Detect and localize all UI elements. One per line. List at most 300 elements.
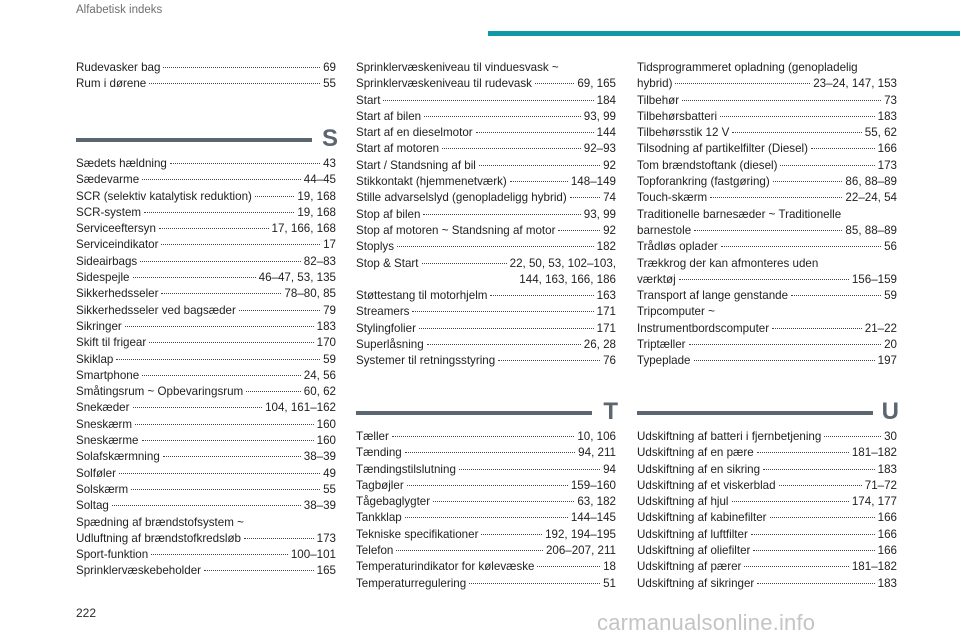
index-entry	[76, 563, 336, 579]
index-entry-pages: 92–93	[583, 142, 616, 156]
index-entry-pages: 18	[603, 560, 616, 574]
index-entry	[76, 335, 336, 351]
dot-leader	[427, 344, 581, 345]
dot-leader	[396, 550, 543, 551]
index-entry-term: Sprinklervæskebeholder	[76, 564, 202, 578]
dot-leader	[255, 196, 294, 197]
section-letter: U	[881, 398, 899, 425]
dot-leader	[142, 179, 301, 180]
index-entry-term: Stop af bilen	[356, 207, 421, 221]
index-entry-term: Tilsodning af partikelfilter (Diesel)	[637, 142, 808, 156]
dot-leader	[751, 534, 875, 535]
index-entry-term: Udskiftning af hjul	[637, 495, 729, 509]
index-entry	[637, 239, 897, 255]
index-entry	[76, 254, 336, 270]
index-entry-term: Tankklap	[356, 511, 402, 525]
index-entry-term: Sædets hældning	[76, 157, 167, 170]
index-entry	[637, 510, 897, 526]
index-entry-term: Stop af motoren ~ Standsning af motor	[356, 223, 556, 237]
dot-leader	[780, 165, 874, 166]
index-entry-term: Udskiftning af en sikring	[637, 462, 761, 476]
index-entry-pages: 92	[603, 158, 616, 172]
dot-leader	[423, 214, 580, 215]
index-entry-pages: 38–39	[303, 450, 336, 464]
index-entry	[356, 321, 616, 337]
index-entry-term: Stylingfolier	[356, 321, 416, 335]
index-entry	[637, 223, 897, 239]
index-entry	[637, 576, 897, 592]
index-entry-term: Solføler	[76, 466, 116, 480]
index-entry	[356, 337, 616, 353]
index-entry	[76, 482, 336, 498]
section-letter: S	[321, 125, 338, 152]
index-entry-term: Temperaturindikator for kølevæske	[356, 560, 535, 574]
index-entry-heading: Trækkrog der kan afmonteres uden	[637, 256, 819, 270]
index-entry-term: Transport af lange genstande	[637, 289, 789, 303]
dot-leader	[498, 360, 600, 361]
dot-leader	[204, 570, 314, 571]
index-entry-term: Tilbehørsstik 12 V	[637, 126, 730, 140]
index-entry	[356, 93, 616, 109]
index-entry-pages: 71–72	[864, 478, 897, 492]
index-entry-pages: 59	[323, 352, 336, 366]
index-entry	[356, 494, 616, 510]
index-entry	[637, 543, 897, 559]
index-entry-term: Tom brændstoftank (diesel)	[637, 158, 778, 172]
section-rule	[356, 411, 592, 415]
index-entry-pages: 93, 99	[583, 109, 616, 123]
index-entry	[637, 125, 897, 141]
index-entry-term: Tæller	[356, 430, 389, 443]
dot-leader	[170, 163, 320, 164]
index-entry	[356, 527, 616, 543]
index-entry	[637, 353, 897, 369]
index-entry-term: Stille advarselslyd (genopladeligg hybrid)	[356, 191, 567, 205]
index-entry	[76, 76, 336, 92]
index-entry	[637, 288, 897, 304]
index-entry	[76, 384, 336, 400]
index-entry	[76, 156, 336, 172]
index-entry-term: Tågebaglygter	[356, 495, 431, 509]
index-entry-pages: 74	[603, 191, 616, 205]
dot-leader	[481, 534, 542, 535]
index-entry-pages: 94, 211	[578, 446, 616, 460]
index-entry-term: Serviceeftersyn	[76, 222, 156, 236]
index-entry	[356, 158, 616, 174]
index-entry	[637, 559, 897, 575]
index-entry-pages: 197	[877, 354, 897, 368]
index-entry-pages: 92	[603, 223, 616, 237]
index-entry-term: Stoplys	[356, 240, 395, 254]
index-entry-term: Smartphone	[76, 368, 140, 382]
dot-leader	[161, 293, 281, 294]
index-entry	[76, 547, 336, 563]
dot-leader	[244, 538, 314, 539]
header-accent-bar	[488, 31, 960, 36]
index-entry	[637, 429, 897, 445]
dot-leader	[675, 83, 810, 84]
index-entry-term: Skiklap	[76, 352, 114, 366]
index-entry-pages: 19, 168	[297, 205, 336, 219]
index-entry-pages: 181–182	[851, 560, 897, 574]
section-rule	[637, 411, 873, 415]
dot-leader	[116, 359, 320, 360]
watermark: carmanualsonline.info	[597, 610, 816, 635]
index-entry	[356, 239, 616, 255]
index-entry-term: Instrumentbordscomputer	[637, 321, 770, 335]
dot-leader	[824, 436, 881, 437]
index-entry	[76, 352, 336, 368]
dot-leader	[757, 452, 849, 453]
index-entry	[76, 286, 336, 302]
index-entry-pages: 160	[316, 434, 336, 448]
index-entry-pages: 17, 166, 168	[271, 222, 336, 236]
index-entry	[76, 205, 336, 221]
index-entry-pages: 166	[877, 511, 897, 525]
index-entry	[637, 272, 897, 288]
index-entry-pages: 73	[884, 93, 897, 107]
index-entry-term: Stikkontakt (hjemmenetværk)	[356, 175, 507, 189]
index-entry-term: SCR-system	[76, 205, 142, 219]
index-entry	[356, 304, 616, 320]
dot-leader	[412, 311, 593, 312]
index-entry-heading: Sprinklervæskeniveau til vinduesvask ~	[356, 61, 559, 74]
index-entry-pages: 69, 165	[577, 77, 616, 91]
index-entry-term: Sport-funktion	[76, 548, 149, 562]
dot-leader	[476, 132, 594, 133]
index-entry-pages: 184	[596, 93, 616, 107]
dot-leader	[422, 263, 507, 264]
index-entry-pages: 23–24, 147, 153	[813, 77, 897, 91]
index-entry-term: Soltag	[76, 499, 109, 513]
index-entry-pages: 192, 194–195	[545, 527, 616, 541]
index-entry	[637, 494, 897, 510]
index-entry	[356, 223, 616, 239]
dot-leader	[558, 230, 600, 231]
index-entry-pages: 166	[877, 527, 897, 541]
index-entry	[356, 190, 616, 206]
index-entry	[356, 288, 616, 304]
index-entry-pages: 86, 88–89	[845, 175, 897, 189]
index-entry-term: Start af bilen	[356, 109, 422, 123]
index-entry-pages: 171	[596, 321, 616, 335]
index-entry-pages: 56	[884, 240, 897, 254]
dot-leader	[149, 342, 313, 343]
index-entry-pages: 173	[877, 158, 897, 172]
index-entry-pages: 163	[596, 289, 616, 303]
index-entry-heading: Tripcomputer ~	[637, 305, 715, 319]
index-entry	[356, 510, 616, 526]
index-entry-term: Udskiftning af oliefilter	[637, 544, 751, 558]
dot-leader	[744, 566, 848, 567]
index-entry-pages: 60, 62	[303, 385, 336, 399]
index-entry-term: Sikkerhedsseler ved bagsæder	[76, 303, 236, 317]
index-entry-heading: Spædning af brændstofsystem ~	[76, 515, 244, 529]
index-entry-pages: 10, 106	[577, 430, 616, 443]
index-entry-pages: 144	[596, 126, 616, 140]
index-entry-pages: 166	[877, 142, 897, 156]
index-entry-pages: 171	[596, 305, 616, 319]
index-entry	[637, 321, 897, 337]
index-entry	[356, 207, 616, 223]
dot-leader	[682, 100, 881, 101]
dot-leader	[142, 375, 301, 376]
index-entry-pages: 49	[323, 466, 336, 480]
index-entry-term: Sideairbags	[76, 254, 138, 268]
index-entry-pages: 55, 62	[864, 126, 897, 140]
index-entry-pages: 183	[316, 319, 336, 333]
index-entry-term: Stop & Start	[356, 256, 419, 270]
dot-leader	[753, 550, 874, 551]
dot-leader	[407, 485, 568, 486]
section-heading-u	[637, 398, 899, 428]
index-entry	[356, 76, 616, 92]
index-entry-term: Udskiftning af kabinefilter	[637, 511, 767, 525]
index-entry-term: Superlåsning	[356, 338, 424, 352]
index-entry	[637, 462, 897, 478]
index-entry-term: Sneskærme	[76, 434, 139, 448]
index-entry-pages: 30	[884, 430, 897, 443]
index-entry-pages: 94	[603, 462, 616, 476]
dot-leader	[689, 344, 882, 345]
dot-leader	[763, 469, 875, 470]
index-entry-pages: 17	[323, 238, 336, 252]
index-entry-term: Start / Standsning af bil	[356, 158, 476, 172]
dot-leader	[419, 328, 594, 329]
index-entry	[76, 237, 336, 253]
index-entry	[356, 353, 616, 369]
running-header-title: Alfabetisk indeks	[76, 4, 163, 16]
dot-leader	[392, 436, 574, 437]
index-column-3	[637, 60, 897, 370]
dot-leader	[163, 456, 301, 457]
index-entry-term: Start af en dieselmotor	[356, 126, 473, 140]
index-entry-term: Udluftning af brændstofkredsløb	[76, 531, 241, 545]
dot-leader	[459, 469, 600, 470]
index-column-3-u	[637, 429, 897, 592]
dot-leader	[144, 212, 294, 213]
index-entry-term: Støttestang til motorhjelm	[356, 289, 488, 303]
dot-leader	[779, 485, 862, 486]
index-entry-term: Start	[356, 93, 381, 107]
index-entry-pages: 20	[884, 338, 897, 352]
index-entry	[76, 60, 336, 76]
dot-leader	[694, 230, 842, 231]
dot-leader	[119, 473, 320, 474]
dot-leader	[679, 279, 849, 280]
index-entry-pages: 182	[596, 240, 616, 254]
section-heading-s	[76, 125, 338, 155]
dot-leader	[811, 148, 875, 149]
dot-leader	[161, 244, 320, 245]
dot-leader	[710, 197, 842, 198]
index-entry	[356, 141, 616, 157]
dot-leader	[570, 197, 600, 198]
dot-leader	[397, 246, 594, 247]
index-entry-pages: 183	[877, 109, 897, 123]
index-entry	[76, 531, 336, 547]
index-entry	[76, 498, 336, 514]
index-column-2-t	[356, 429, 616, 592]
index-entry-term: Udskiftning af et viskerblad	[637, 478, 776, 492]
dot-leader	[469, 583, 600, 584]
dot-leader	[770, 517, 875, 518]
index-entry-pages: 55	[323, 482, 336, 496]
index-entry-term: Snekæder	[76, 401, 130, 415]
dot-leader	[135, 424, 314, 425]
section-letter: T	[603, 398, 618, 425]
index-entry-pages: 183	[877, 576, 897, 590]
index-column-1-s	[76, 156, 336, 580]
index-entry	[76, 417, 336, 433]
index-entry-term: Tænding	[356, 446, 402, 460]
index-entry	[76, 368, 336, 384]
index-entry-term: Solskærm	[76, 482, 129, 496]
index-entry-pages: 44–45	[303, 173, 336, 187]
dot-leader	[442, 148, 581, 149]
index-entry-pages: 159–160	[570, 478, 616, 492]
index-entry-term: Systemer til retningsstyring	[356, 354, 496, 368]
index-column-1	[76, 60, 336, 93]
index-entry	[637, 158, 897, 174]
dot-leader	[433, 501, 574, 502]
index-entry-term: Sneskærm	[76, 417, 133, 431]
index-entry-term: Typeplade	[637, 354, 691, 368]
index-entry-pages: 24, 56	[303, 368, 336, 382]
index-entry-pages: 21–22	[864, 321, 897, 335]
index-entry	[76, 270, 336, 286]
dot-leader	[159, 228, 269, 229]
dot-leader	[535, 83, 574, 84]
index-entry-term: Udskiftning af sikringer	[637, 576, 755, 590]
index-entry	[356, 478, 616, 494]
index-entry	[356, 429, 616, 445]
dot-leader	[732, 501, 849, 502]
index-entry-pages: 93, 99	[583, 207, 616, 221]
dot-leader	[490, 295, 593, 296]
dot-leader	[239, 310, 320, 311]
dot-leader	[721, 246, 881, 247]
index-entry-term: Streamers	[356, 305, 410, 319]
dot-leader	[112, 505, 301, 506]
dot-leader	[133, 277, 256, 278]
index-entry	[76, 400, 336, 416]
index-entry-term: Tilbehørsbatteri	[637, 109, 718, 123]
index-entry-pages: 38–39	[303, 499, 336, 513]
index-entry-heading: Tidsprogrammeret opladning (genopladelig	[637, 61, 858, 74]
dot-leader	[720, 116, 875, 117]
dot-leader	[125, 326, 314, 327]
index-entry-pages: 79	[323, 303, 336, 317]
index-column-2	[356, 60, 616, 370]
index-entry-pages: 148–149	[570, 175, 616, 189]
index-entry-term: SCR (selektiv katalytisk reduktion)	[76, 189, 252, 203]
index-entry	[356, 445, 616, 461]
index-entry-pages: 165	[316, 564, 336, 578]
index-entry-term: Udskiftning af pærer	[637, 560, 742, 574]
index-entry-pages: 181–182	[851, 446, 897, 460]
index-entry-term: Start af motoren	[356, 142, 440, 156]
index-entry-term: Topforankring (fastgøring)	[637, 175, 770, 189]
dot-leader	[383, 100, 593, 101]
index-entry	[76, 319, 336, 335]
index-entry	[356, 174, 616, 190]
index-entry-pages: 43	[323, 157, 336, 170]
dot-leader	[140, 261, 301, 262]
index-entry	[76, 433, 336, 449]
dot-leader	[149, 83, 320, 84]
index-entry-term: Sprinklervæskeniveau til rudevask	[356, 77, 532, 91]
index-entry	[637, 76, 897, 92]
index-entry-term: Småtingsrum ~ Opbevaringsrum	[76, 385, 244, 399]
index-entry-term: Tændingstilslutning	[356, 462, 456, 476]
index-entry-term: hybrid)	[637, 77, 673, 91]
dot-leader	[424, 116, 581, 117]
dot-leader	[246, 391, 301, 392]
index-entry	[76, 221, 336, 237]
index-entry-pages: 183	[877, 462, 897, 476]
index-entry-term: Tagbøjler	[356, 478, 404, 492]
dot-leader	[772, 328, 862, 329]
index-entry-heading: Traditionelle barnesæder ~ Traditionelle	[637, 207, 842, 221]
index-entry-pages: 46–47, 53, 135	[258, 271, 336, 285]
dot-leader	[163, 67, 320, 68]
index-entry-term: Temperaturregulering	[356, 576, 467, 590]
index-entry-pages: 59	[884, 289, 897, 303]
index-entry-term: Tilbehør	[637, 93, 680, 107]
index-entry	[637, 527, 897, 543]
index-entry-term: Serviceindikator	[76, 238, 159, 252]
page-number: 222	[76, 606, 97, 620]
index-entry	[76, 303, 336, 319]
index-entry-pages: 100–101	[290, 548, 336, 562]
section-heading-t	[356, 398, 618, 428]
index-entry-term: Tekniske specifikationer	[356, 527, 479, 541]
index-entry-term: Udskiftning af en pære	[637, 446, 754, 460]
index-entry-term: Udskiftning af batteri i fjernbetjening	[637, 430, 822, 443]
index-entry-term: Trådløs oplader	[637, 240, 718, 254]
index-entry-pages: 173	[316, 531, 336, 545]
dot-leader	[510, 181, 568, 182]
dot-leader	[405, 517, 568, 518]
index-entry-pages: 69	[323, 61, 336, 74]
dot-leader	[757, 583, 874, 584]
index-entry-term: Udskiftning af luftfilter	[637, 527, 748, 541]
index-entry-pages: 26, 28	[583, 338, 616, 352]
dot-leader	[537, 566, 600, 567]
dot-leader	[694, 360, 875, 361]
index-entry	[76, 189, 336, 205]
index-entry	[356, 576, 616, 592]
index-entry	[637, 445, 897, 461]
index-entry	[637, 141, 897, 157]
index-entry-term: Telefon	[356, 544, 394, 558]
index-entry	[637, 190, 897, 206]
index-entry-pages: 22, 50, 53, 102–103,	[509, 256, 616, 270]
index-entry-term: Sædevarme	[76, 173, 140, 187]
index-entry	[76, 172, 336, 188]
index-entry	[356, 543, 616, 559]
index-entry-pages: 206–207, 211	[545, 544, 616, 558]
index-entry	[356, 256, 616, 272]
dot-leader	[732, 132, 861, 133]
index-entry	[637, 109, 897, 125]
index-entry-pages: 55	[323, 77, 336, 91]
index-entry-pages: 63, 182	[577, 495, 616, 509]
index-entry-pages: 170	[316, 336, 336, 350]
dot-leader	[791, 295, 881, 296]
dot-leader	[405, 452, 575, 453]
